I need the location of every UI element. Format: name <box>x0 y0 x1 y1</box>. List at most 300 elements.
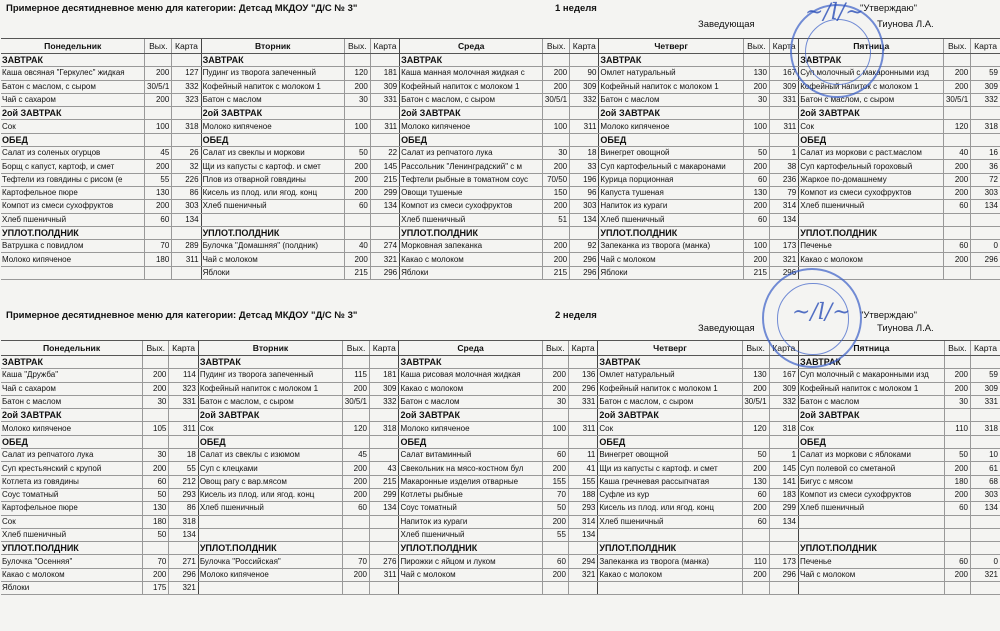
dish-name: Овощи тушеные <box>400 186 543 199</box>
portion-output <box>343 435 370 448</box>
portion-output: 200 <box>543 253 570 266</box>
dish-name: Кофейный напиток с молоком 1 <box>198 382 342 395</box>
recipe-card-number: 331 <box>971 395 1000 408</box>
recipe-card-number <box>169 356 198 369</box>
dish-name: Хлеб пшеничный <box>598 515 742 528</box>
dish-name: Печенье <box>799 240 944 253</box>
portion-output: 155 <box>542 475 568 488</box>
portion-output <box>742 356 769 369</box>
portion-output: 200 <box>542 382 568 395</box>
table-row <box>1 435 1000 448</box>
portion-output <box>143 409 169 422</box>
dish-name: Салат из моркови с раст.маслом <box>799 147 944 160</box>
column-output-heading: Вых. <box>344 39 370 54</box>
column-card-heading: Карта <box>172 39 201 54</box>
portion-output <box>743 107 769 120</box>
portion-output <box>542 435 568 448</box>
recipe-card-number: 309 <box>370 80 399 93</box>
meal-section-label: УПЛОТ.ПОЛДНИК <box>1 542 143 555</box>
recipe-card-number <box>370 133 399 146</box>
meal-section-label: УПЛОТ.ПОЛДНИК <box>599 226 743 239</box>
recipe-card-number <box>971 435 1000 448</box>
day-heading: Вторник <box>198 341 342 356</box>
day-heading: Вторник <box>201 39 344 54</box>
portion-output <box>343 515 370 528</box>
meal-section-label: ЗАВТРАК <box>598 356 742 369</box>
table-row <box>1 147 1000 160</box>
portion-output: 100 <box>543 120 570 133</box>
portion-output: 200 <box>542 568 568 581</box>
portion-output: 200 <box>343 382 370 395</box>
dish-name <box>399 582 542 595</box>
dish-name: Кисель из плод. или ягод. конц <box>598 502 742 515</box>
dish-name: Суп крестьянский с крупой <box>1 462 143 475</box>
portion-output <box>145 266 172 279</box>
dish-name: Кисель из плод. или ягод. конц <box>198 488 342 501</box>
dish-name: Молоко кипяченое <box>599 120 743 133</box>
meal-section-label: УПЛОТ.ПОЛДНИК <box>1 226 145 239</box>
day-heading: Четверг <box>598 341 742 356</box>
recipe-card-number <box>169 409 198 422</box>
portion-output <box>742 528 769 541</box>
recipe-card-number: 294 <box>568 555 597 568</box>
column-card-heading: Карта <box>971 39 1000 54</box>
portion-output: 200 <box>944 253 971 266</box>
portion-output: 200 <box>343 568 370 581</box>
dish-name: Суп картофельный гороховый <box>799 160 944 173</box>
recipe-card-number: 196 <box>570 173 599 186</box>
portion-output <box>145 54 172 67</box>
recipe-card-number: 276 <box>370 555 399 568</box>
dish-name: Плов из отварной говядины <box>201 173 344 186</box>
portion-output: 200 <box>344 80 370 93</box>
dish-name: Хлеб пшеничный <box>599 213 743 226</box>
recipe-card-number <box>370 528 399 541</box>
dish-name: Пудинг из творога запеченный <box>198 369 342 382</box>
dish-name: Хлеб пшеничный <box>1 213 145 226</box>
column-output-heading: Вых. <box>343 341 370 356</box>
column-card-heading: Карта <box>570 39 599 54</box>
dish-name: Какао с молоком <box>400 253 543 266</box>
recipe-card-number <box>370 226 399 239</box>
portion-output: 100 <box>542 422 568 435</box>
recipe-card-number: 296 <box>570 253 599 266</box>
week2-approve: "Утверждаю" <box>860 310 917 321</box>
recipe-card-number: 96 <box>570 186 599 199</box>
portion-output: 30 <box>944 395 970 408</box>
recipe-card-number <box>971 54 1000 67</box>
recipe-card-number <box>370 435 399 448</box>
dish-name: Молоко кипяченое <box>201 120 344 133</box>
meal-section-label: ОБЕД <box>198 435 342 448</box>
recipe-card-number: 311 <box>370 120 399 133</box>
portion-output <box>343 528 370 541</box>
portion-output <box>742 409 769 422</box>
table-row <box>1 488 1000 501</box>
dish-name: Пирожки с яйцом и луком <box>399 555 542 568</box>
dish-name: Чай с молоком <box>599 253 743 266</box>
portion-output: 120 <box>944 120 971 133</box>
recipe-card-number: 26 <box>172 147 201 160</box>
portion-output: 130 <box>145 186 172 199</box>
recipe-card-number: 293 <box>169 488 198 501</box>
recipe-card-number: 1 <box>769 147 798 160</box>
dish-name: Свекольник на мясо-костном бул <box>399 462 542 475</box>
recipe-card-number <box>971 213 1000 226</box>
portion-output: 120 <box>742 422 769 435</box>
portion-output <box>742 435 769 448</box>
recipe-card-number: 318 <box>169 515 198 528</box>
portion-output <box>743 133 769 146</box>
portion-output: 70/50 <box>543 173 570 186</box>
table-row <box>1 160 1000 173</box>
table-row <box>1 542 1000 555</box>
recipe-card-number: 90 <box>570 67 599 80</box>
recipe-card-number: 59 <box>971 67 1000 80</box>
dish-name: Салат витаминный <box>399 449 542 462</box>
dish-name <box>598 582 742 595</box>
recipe-card-number <box>971 226 1000 239</box>
portion-output: 200 <box>343 488 370 501</box>
dish-name: Борщ с капуст, картоф, и смет <box>1 160 145 173</box>
portion-output: 100 <box>344 120 370 133</box>
portion-output: 60 <box>743 213 769 226</box>
dish-name <box>799 528 945 541</box>
recipe-card-number <box>172 54 201 67</box>
portion-output: 105 <box>143 422 169 435</box>
portion-output <box>145 107 172 120</box>
recipe-card-number: 321 <box>370 253 399 266</box>
portion-output: 200 <box>743 253 769 266</box>
meal-section-label: ОБЕД <box>598 435 742 448</box>
table-row <box>1 369 1000 382</box>
recipe-card-number <box>769 107 798 120</box>
portion-output <box>743 226 769 239</box>
recipe-card-number <box>971 133 1000 146</box>
recipe-card-number: 32 <box>172 160 201 173</box>
meal-section-label: 2ой ЗАВТРАК <box>799 409 945 422</box>
week2-menu-table <box>1 340 1000 595</box>
dish-name: Ватрушка с повидлом <box>1 240 145 253</box>
portion-output: 50 <box>542 502 568 515</box>
table-row <box>1 475 1000 488</box>
meal-section-label: УПЛОТ.ПОЛДНИК <box>799 226 944 239</box>
recipe-card-number <box>172 107 201 120</box>
portion-output <box>344 107 370 120</box>
recipe-card-number <box>769 528 798 541</box>
dish-name: Кофейный напиток с молоком 1 <box>598 382 742 395</box>
portion-output: 130 <box>743 186 769 199</box>
portion-output: 55 <box>145 173 172 186</box>
week2-head-name: Тиунова Л.А. <box>877 323 934 334</box>
recipe-card-number: 296 <box>370 266 399 279</box>
portion-output <box>944 515 970 528</box>
dish-name: Омлет натуральный <box>598 369 742 382</box>
portion-output <box>343 542 370 555</box>
portion-output: 200 <box>743 160 769 173</box>
day-heading: Среда <box>400 39 543 54</box>
dish-name <box>799 213 944 226</box>
recipe-card-number: 134 <box>971 502 1000 515</box>
recipe-card-number: 296 <box>769 266 798 279</box>
meal-section-label: ЗАВТРАК <box>399 356 542 369</box>
dish-name: Кофейный напиток с молоком 1 <box>400 80 543 93</box>
recipe-card-number <box>570 107 599 120</box>
portion-output <box>143 542 169 555</box>
recipe-card-number <box>971 515 1000 528</box>
recipe-card-number: 183 <box>769 488 798 501</box>
recipe-card-number: 309 <box>370 382 399 395</box>
table-row <box>1 582 1000 595</box>
portion-output: 180 <box>145 253 172 266</box>
portion-output: 200 <box>944 488 970 501</box>
portion-output: 70 <box>145 240 172 253</box>
week2-label: 2 неделя <box>555 310 597 321</box>
portion-output: 200 <box>145 67 172 80</box>
recipe-card-number <box>769 435 798 448</box>
table-row <box>1 133 1000 146</box>
dish-name: Салат из свеклы с изюмом <box>198 449 342 462</box>
portion-output: 200 <box>344 160 370 173</box>
recipe-card-number: 212 <box>169 475 198 488</box>
recipe-card-number: 331 <box>370 93 399 106</box>
portion-output: 55 <box>542 528 568 541</box>
recipe-card-number: 22 <box>370 147 399 160</box>
recipe-card-number: 18 <box>169 449 198 462</box>
portion-output: 50 <box>344 147 370 160</box>
portion-output: 200 <box>143 382 169 395</box>
portion-output: 200 <box>543 80 570 93</box>
portion-output <box>542 409 568 422</box>
dish-name: Запеканка из творога (манка) <box>598 555 742 568</box>
recipe-card-number: 41 <box>568 462 597 475</box>
meal-section-label: УПЛОТ.ПОЛДНИК <box>201 226 344 239</box>
portion-output: 200 <box>344 253 370 266</box>
portion-output: 51 <box>543 213 570 226</box>
recipe-card-number: 0 <box>971 240 1000 253</box>
recipe-card-number: 296 <box>568 382 597 395</box>
meal-section-label: ЗАВТРАК <box>799 54 944 67</box>
recipe-card-number: 38 <box>769 160 798 173</box>
recipe-card-number: 145 <box>769 462 798 475</box>
dish-name: Напиток из кураги <box>399 515 542 528</box>
column-output-heading: Вых. <box>542 341 568 356</box>
recipe-card-number: 309 <box>570 80 599 93</box>
meal-section-label: ОБЕД <box>1 435 143 448</box>
column-card-heading: Карта <box>769 39 798 54</box>
recipe-card-number: 134 <box>971 200 1000 213</box>
table-row <box>1 213 1000 226</box>
recipe-card-number: 167 <box>769 369 798 382</box>
meal-section-label: 2ой ЗАВТРАК <box>399 409 542 422</box>
day-heading: Пятница <box>799 341 945 356</box>
meal-section-label: ОБЕД <box>1 133 145 146</box>
portion-output <box>542 356 568 369</box>
portion-output: 30/5/1 <box>944 93 971 106</box>
portion-output: 45 <box>343 449 370 462</box>
portion-output: 110 <box>944 422 970 435</box>
dish-name: Морковная запеканка <box>400 240 543 253</box>
portion-output: 60 <box>344 200 370 213</box>
portion-output <box>543 107 570 120</box>
recipe-card-number: 274 <box>370 240 399 253</box>
dish-name: Напиток из кураги <box>599 200 743 213</box>
dish-name: Хлеб пшеничный <box>1 528 143 541</box>
recipe-card-number <box>971 266 1000 279</box>
portion-output <box>944 409 970 422</box>
portion-output <box>344 226 370 239</box>
dish-name <box>198 515 342 528</box>
portion-output: 50 <box>944 449 970 462</box>
recipe-card-number: 134 <box>769 213 798 226</box>
recipe-card-number: 61 <box>971 462 1000 475</box>
dish-name: Батон с маслом, с сыром <box>198 395 342 408</box>
dish-name: Кофейный напиток с молоком 1 <box>599 80 743 93</box>
meal-section-label: ЗАВТРАК <box>201 54 344 67</box>
dish-name: Суп молочный с макаронными изд <box>799 369 945 382</box>
dish-name: Чай с молоком <box>799 568 945 581</box>
portion-output: 200 <box>344 173 370 186</box>
recipe-card-number <box>370 356 399 369</box>
dish-name: Какао с молоком <box>598 568 742 581</box>
recipe-card-number: 145 <box>370 160 399 173</box>
week2-title: Примерное десятидневное меню для категории: Детсад МКДОУ "Д/С № 3" <box>6 310 358 321</box>
recipe-card-number: 226 <box>172 173 201 186</box>
portion-output: 130 <box>743 67 769 80</box>
portion-output: 60 <box>145 213 172 226</box>
dish-name: Молоко кипяченое <box>1 253 145 266</box>
recipe-card-number: 311 <box>570 120 599 133</box>
recipe-card-number: 299 <box>769 502 798 515</box>
portion-output <box>143 356 169 369</box>
portion-output: 200 <box>743 80 769 93</box>
recipe-card-number: 271 <box>169 555 198 568</box>
meal-section-label: ОБЕД <box>599 133 743 146</box>
column-card-heading: Карта <box>370 341 399 356</box>
portion-output <box>944 133 971 146</box>
dish-name <box>201 213 344 226</box>
week1-approve: "Утверждаю" <box>860 3 917 14</box>
dish-name: Соус томатный <box>1 488 143 501</box>
recipe-card-number: 303 <box>971 186 1000 199</box>
recipe-card-number: 167 <box>769 67 798 80</box>
portion-output: 200 <box>542 369 568 382</box>
recipe-card-number: 303 <box>570 200 599 213</box>
column-output-heading: Вых. <box>543 39 570 54</box>
recipe-card-number: 114 <box>169 369 198 382</box>
dish-name: Батон с маслом, с сыром <box>400 93 543 106</box>
recipe-card-number <box>370 107 399 120</box>
dish-name: Бигус с мясом <box>799 475 945 488</box>
recipe-card-number <box>971 582 1000 595</box>
dish-name: Каша рисовая молочная жидкая <box>399 369 542 382</box>
dish-name <box>198 528 342 541</box>
day-heading: Среда <box>399 341 542 356</box>
portion-output: 215 <box>743 266 769 279</box>
recipe-card-number: 215 <box>370 173 399 186</box>
portion-output: 200 <box>944 382 970 395</box>
dish-name: Молоко кипяченое <box>399 422 542 435</box>
recipe-card-number: 311 <box>169 422 198 435</box>
dish-name: Батон с маслом, с сыром <box>799 93 944 106</box>
dish-name: Батон с маслом, с сыром <box>598 395 742 408</box>
column-output-heading: Вых. <box>944 39 971 54</box>
portion-output: 200 <box>944 568 970 581</box>
portion-output: 200 <box>742 502 769 515</box>
meal-section-label: 2ой ЗАВТРАК <box>400 107 543 120</box>
portion-output: 200 <box>143 369 169 382</box>
table-row <box>1 462 1000 475</box>
table-row <box>1 515 1000 528</box>
dish-name: Картофельное пюре <box>1 186 145 199</box>
portion-output <box>143 435 169 448</box>
dish-name: Хлеб пшеничный <box>400 213 543 226</box>
recipe-card-number <box>172 133 201 146</box>
recipe-card-number: 141 <box>769 475 798 488</box>
dish-name: Суп картофельный с макаронами <box>599 160 743 173</box>
column-card-heading: Карта <box>568 341 597 356</box>
recipe-card-number <box>172 266 201 279</box>
recipe-card-number: 134 <box>169 528 198 541</box>
portion-output: 60 <box>944 200 971 213</box>
week1-label: 1 неделя <box>555 3 597 14</box>
portion-output <box>944 107 971 120</box>
dish-name <box>598 528 742 541</box>
column-output-heading: Вых. <box>145 39 172 54</box>
recipe-card-number: 303 <box>971 488 1000 501</box>
portion-output <box>543 226 570 239</box>
portion-output: 60 <box>944 502 970 515</box>
recipe-card-number <box>370 449 399 462</box>
dish-name: Булочка "Домашняя" (полдник) <box>201 240 344 253</box>
dish-name: Каша овсяная "Геркулес" жидкая <box>1 67 145 80</box>
dish-name: Овощ рагу с вар.мясом <box>198 475 342 488</box>
portion-output <box>743 54 769 67</box>
dish-name: Курица порционная <box>599 173 743 186</box>
recipe-card-number: 314 <box>568 515 597 528</box>
portion-output: 200 <box>944 462 970 475</box>
dish-name <box>198 582 342 595</box>
dish-name: Какао с молоком <box>799 253 944 266</box>
portion-output: 120 <box>343 422 370 435</box>
recipe-card-number <box>769 582 798 595</box>
portion-output: 30/5/1 <box>742 395 769 408</box>
day-heading: Четверг <box>599 39 743 54</box>
portion-output: 200 <box>542 515 568 528</box>
recipe-card-number <box>971 409 1000 422</box>
dish-name: Суп с клецками <box>198 462 342 475</box>
meal-section-label: УПЛОТ.ПОЛДНИК <box>598 542 742 555</box>
meal-section-label: ОБЕД <box>799 435 945 448</box>
portion-output <box>944 54 971 67</box>
recipe-card-number: 0 <box>971 555 1000 568</box>
portion-output: 200 <box>343 475 370 488</box>
portion-output: 215 <box>344 266 370 279</box>
portion-output <box>944 435 970 448</box>
dish-name: Яблоки <box>1 582 143 595</box>
recipe-card-number: 303 <box>172 200 201 213</box>
meal-section-label: 2ой ЗАВТРАК <box>599 107 743 120</box>
dish-name <box>799 582 945 595</box>
meal-section-label: УПЛОТ.ПОЛДНИК <box>400 226 543 239</box>
recipe-card-number: 309 <box>971 382 1000 395</box>
table-row <box>1 226 1000 239</box>
portion-output: 100 <box>145 120 172 133</box>
dish-name: Чай с сахаром <box>1 93 145 106</box>
dish-name: Кофейный напиток с молоком 1 <box>201 80 344 93</box>
portion-output: 200 <box>543 160 570 173</box>
dish-name: Какао с молоком <box>399 382 542 395</box>
